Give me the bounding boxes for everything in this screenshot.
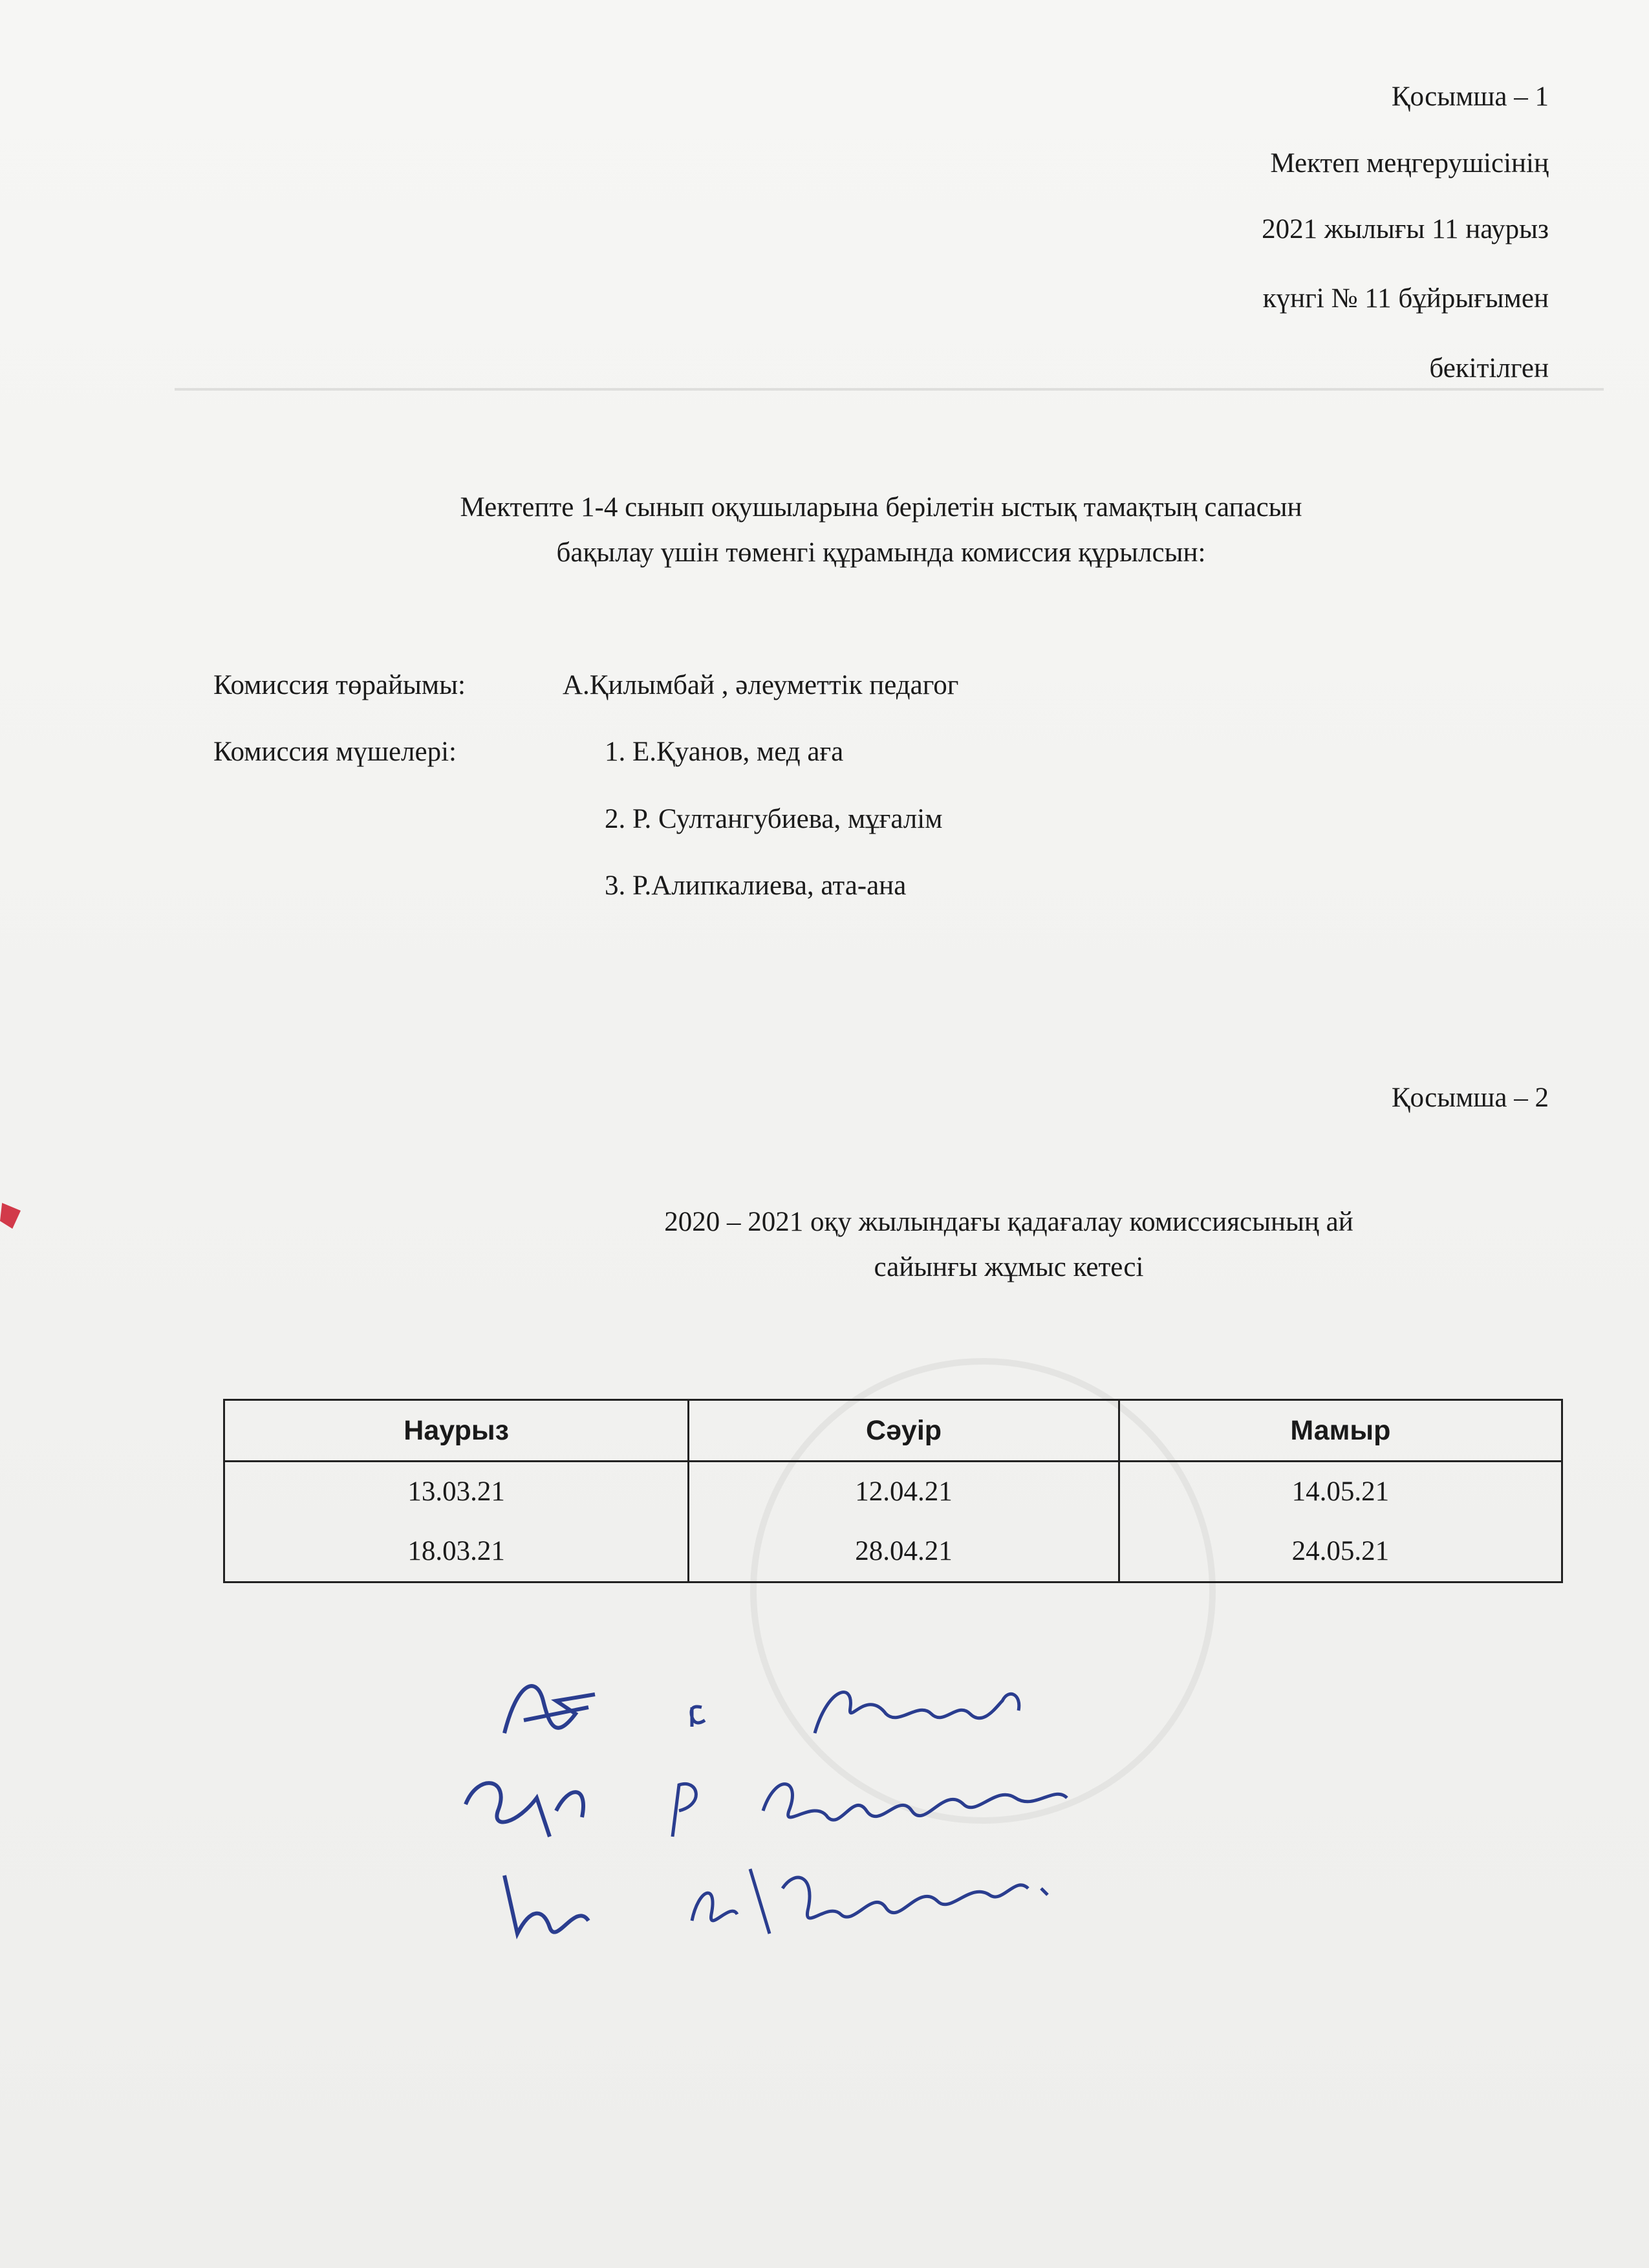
date-value: 13.03.21 bbox=[407, 1476, 505, 1507]
annex1-approver: Мектеп меңгерушісінің bbox=[1270, 148, 1549, 178]
schedule-table bbox=[223, 1399, 1563, 1583]
date-value: 14.05.21 bbox=[1291, 1476, 1390, 1507]
faded-background-line bbox=[175, 388, 1604, 391]
heading-line-1: Мектепте 1-4 сынып оқушыларына берілетін ыстық тамақтың сапасын bbox=[460, 492, 1302, 523]
schedule-title bbox=[479, 1200, 1539, 1290]
date-value: 24.05.21 bbox=[1291, 1536, 1390, 1566]
schedule-title-line-2: сайынғы жұмыс кетесі bbox=[874, 1252, 1144, 1282]
chair-label: Комиссия төрайымы: bbox=[213, 670, 466, 700]
annex1-approved: бекітілген bbox=[1429, 353, 1549, 383]
table-row bbox=[224, 1462, 1562, 1582]
annex2-label: Қосымша – 2 bbox=[1391, 1083, 1549, 1113]
annex1-date: 2021 жылығы 11 наурыз bbox=[1262, 214, 1549, 244]
annex1-order-number: күнгі № 11 бұйрығымен bbox=[1262, 283, 1549, 314]
heading-line-2: бақылау үшін төменгі құрамында комиссия құрылсын: bbox=[556, 537, 1206, 568]
annex1-label: Қосымша – 1 bbox=[1391, 81, 1549, 112]
column-header-march: Наурыз bbox=[224, 1400, 689, 1462]
table-cell bbox=[224, 1462, 689, 1582]
signature-kilymbai bbox=[491, 1850, 1138, 1953]
column-header-may: Мамыр bbox=[1119, 1400, 1562, 1462]
date-value: 18.03.21 bbox=[407, 1536, 505, 1566]
table-cell bbox=[689, 1462, 1119, 1582]
chair-name: А.Қилымбай , әлеуметтік педагог bbox=[563, 670, 959, 700]
column-header-april: Сәуір bbox=[689, 1400, 1119, 1462]
member-item: 1. Е.Қуанов, мед аға bbox=[605, 737, 844, 767]
table-header-row bbox=[224, 1400, 1562, 1462]
table-cell bbox=[1119, 1462, 1562, 1582]
date-value: 28.04.21 bbox=[855, 1536, 953, 1566]
signature-kuanov bbox=[479, 1662, 1125, 1759]
date-value: 12.04.21 bbox=[855, 1476, 953, 1507]
commission-heading bbox=[213, 485, 1549, 576]
members-label: Комиссия мүшелері: bbox=[213, 737, 457, 767]
schedule-title-line-1: 2020 – 2021 оқу жылындағы қадағалау комиссиясының ай bbox=[664, 1207, 1353, 1237]
signature-sultangubieva bbox=[453, 1759, 1099, 1856]
member-item: 3. Р.Алипкалиева, ата-ана bbox=[605, 870, 907, 901]
member-item: 2. Р. Султангубиева, мұғалім bbox=[605, 804, 943, 834]
red-ink-mark bbox=[0, 1203, 21, 1229]
